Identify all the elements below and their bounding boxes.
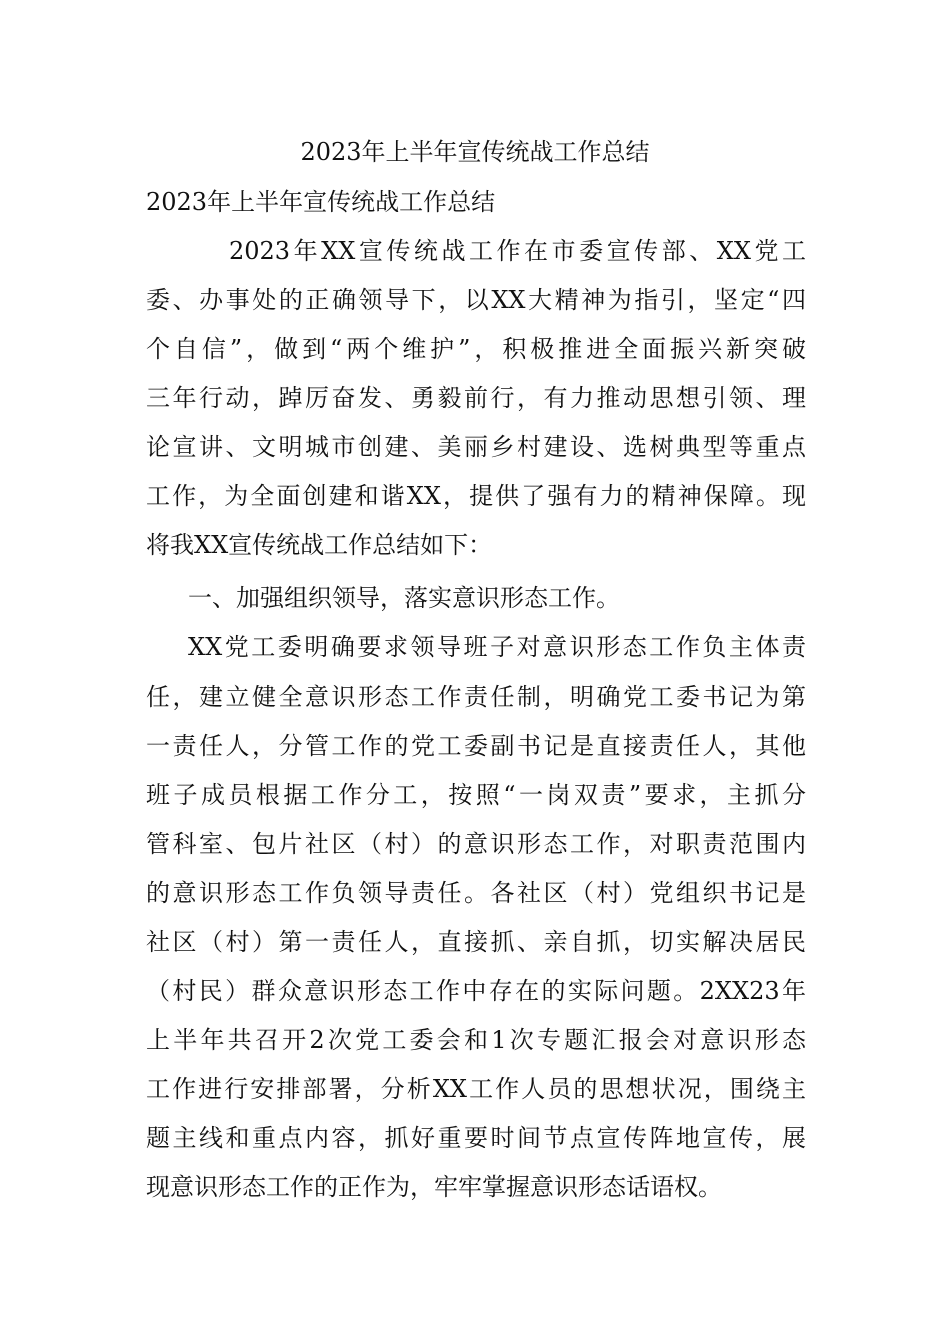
document-title: 2023年上半年宣传统战工作总结 [300, 138, 650, 166]
section-line: （村民）群众意识形态工作中存在的实际问题。2XX23年 [146, 977, 806, 1005]
document-subtitle: 2023年上半年宣传统战工作总结 [146, 188, 496, 216]
intro-line: 2023年XX宣传统战工作在市委宣传部、XX党工 [229, 237, 806, 265]
section-line: 的意识形态工作负领导责任。各社区（村）党组织书记是 [146, 879, 806, 907]
section-line: 管科室、包片社区（村）的意识形态工作，对职责范围内 [146, 830, 806, 858]
section-heading: 一、加强组织领导，落实意识形态工作。 [188, 584, 620, 612]
section-line: 上半年共召开2次党工委会和1次专题汇报会对意识形态 [146, 1026, 806, 1054]
intro-line: 工作，为全面创建和谐XX，提供了强有力的精神保障。现 [146, 482, 806, 510]
section-line: 题主线和重点内容，抓好重要时间节点宣传阵地宣传，展 [146, 1124, 806, 1152]
section-line: 班子成员根据工作分工，按照“一岗双责”要求，主抓分 [146, 781, 806, 809]
section-line: XX党工委明确要求领导班子对意识形态工作负主体责 [188, 633, 806, 661]
intro-line: 论宣讲、文明城市创建、美丽乡村建设、选树典型等重点 [146, 433, 806, 461]
intro-line: 个自信”，做到“两个维护”，积极推进全面振兴新突破 [146, 335, 806, 363]
section-line: 社区（村）第一责任人，直接抓、亲自抓，切实解决居民 [146, 928, 806, 956]
intro-line: 将我XX宣传统战工作总结如下： [146, 531, 493, 559]
section-line: 工作进行安排部署，分析XX工作人员的思想状况，围绕主 [146, 1075, 806, 1103]
intro-line: 委、办事处的正确领导下，以XX大精神为指引，坚定“四 [146, 286, 806, 314]
section-line: 任，建立健全意识形态工作责任制，明确党工委书记为第 [146, 683, 806, 711]
section-line: 现意识形态工作的正作为，牢牢掌握意识形态话语权。 [146, 1173, 722, 1201]
intro-line: 三年行动，踔厉奋发、勇毅前行，有力推动思想引领、理 [146, 384, 806, 412]
section-line: 一责任人，分管工作的党工委副书记是直接责任人，其他 [146, 732, 806, 760]
